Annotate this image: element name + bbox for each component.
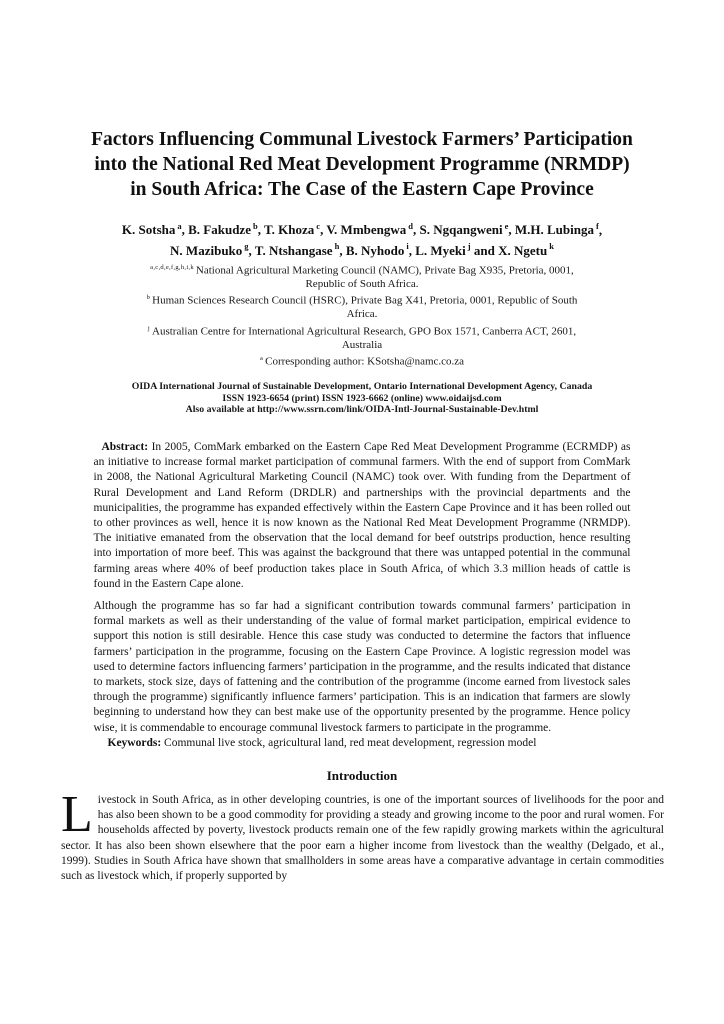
introduction-paragraph <box>61 785 664 884</box>
author-affiliation-superscript: a <box>177 221 182 231</box>
author-affiliation-superscript: e <box>504 221 509 231</box>
journal-info-block <box>0 381 724 416</box>
abstract-paragraph-2: Although the programme has so far had a significant contribution towards communal farmers’ participation in formal markets as well as their understanding of the value of formal market participation, empirical evidence to support this notion is still desirable. Hence this case study was conducted to determine the factors that influence farmers’ participation in the programme, focusing on the Eastern Cape Province. A logistic regression model was used to determine factors influencing farmers’ participation in the programme, and the results indicated that distance to markets, stock size, days of fattening and the contribution of the programme (income earned from livestock sales through the programme) significantly influence farmers’ participation. This is an indication that farmers are slowly beginning to understand how they can best make use of the opportunity presented by the programme. Hence policy wise, it is commendable to encourage communal livestock farmers to participate in the programme. <box>93 599 631 734</box>
author-affiliation-superscript: i <box>406 241 409 252</box>
journal-name-line: OIDA International Journal of Sustainable Development, Ontario International Development Agency, Canada <box>131 381 593 393</box>
corresponding-author-line <box>136 352 588 369</box>
author-affiliation-superscript: b <box>252 221 258 231</box>
abstract-text-1: In 2005, ComMark embarked on the Eastern Cape Red Meat Development Programme (ECRMDP) as an initiative to increase formal market participation of communal farmers. With the end of support from ComMark in 2008, the National Agricultural Marketing Council (NAMC) took over. With funding from the Department of Rural Development and Land Reform (DRDLR) and partnerships with the provincial departments and the municipalities, the programme has expanded effectively within the Eastern Cape Province and it has been rolled out to other provinces as well, hence it is now known as the National Red Meat Development Programme (NRMDP). The initiative emanated from the observation that the local demand for beef outstrips production, hence resulting into importation of more beef. This was against the background that there was untapped potential in the communal farming areas where 40% of beef production takes place in South Africa, of which 3.3 million heads of cattle is found in the Eastern Cape alone. <box>93 440 631 590</box>
abstract-paragraph-1 <box>94 440 631 592</box>
page-title: Factors Influencing Communal Livestock Farmers’ Participation into the National Red Meat Development Programme (NRMDP) in South Africa: The Case of the Eastern Cape Province <box>91 129 633 200</box>
author-name: , B. Fakudze $^b$ <box>181 221 258 238</box>
author-affiliation-superscript: c <box>316 221 321 231</box>
author-affiliation-superscript: k <box>549 241 554 252</box>
authors-line-2 <box>0 238 724 258</box>
section-heading-introduction: Introduction <box>326 767 398 783</box>
author-affiliation-superscript: h <box>334 241 340 252</box>
author-name: , T. Ntshangase $^h$ <box>248 241 340 258</box>
authors-block <box>0 218 724 259</box>
author-affiliation-superscript: d <box>408 221 414 231</box>
affiliation-superscript: a,c,d,e,f,g,h,i,k <box>150 263 194 271</box>
affiliation-text: National Agricultural Marketing Council (NAMC), Private Bag X935, Pretoria, 0001, Republic of South Africa. <box>195 264 574 290</box>
author-affiliation-superscript: j <box>467 241 471 252</box>
author-name: N. Mazibuko $^g$ <box>170 241 249 258</box>
affiliation-superscript: b <box>146 294 151 302</box>
introduction-text: ivestock in South Africa, as in other developing countries, is one of the important sources of livelihoods for the poor and has also been shown to be a good commodity for providing a steady and growing income to the poor and rural women. For households affected by poverty, livestock products remain one of the few rapidly growing markets within the agricultural sector. It has also been shown elsewhere that the poor earn a higher income from livestock than the wealthy (Delgado, et al., 1999). Studies in South Africa have shown that smallholders in some areas have a comparative advantage in certain commodities such as livestock which, if properly supported by <box>61 793 664 882</box>
affiliations-block <box>136 261 588 369</box>
keywords-text: Communal live stock, agricultural land, red meat development, regression model <box>164 736 537 749</box>
affiliation-line <box>136 291 588 321</box>
author-name: and X. Ngetu $^k$ <box>470 241 554 258</box>
journal-availability-line: Also available at http://www.ssrn.com/link/OIDA-Intl-Journal-Sustainable-Dev.html <box>185 404 539 416</box>
author-separator: , <box>598 222 603 238</box>
author-name: , M.H. Lubinga $^f$ <box>508 221 599 238</box>
authors-line-1 <box>0 218 724 238</box>
corresponding-author-text: Corresponding author: KSotsha@namc.co.za <box>265 355 465 368</box>
keywords-label: Keywords: <box>107 736 162 749</box>
abstract-label: Abstract: <box>101 440 149 453</box>
affiliation-superscript: a <box>259 355 264 363</box>
author-name: , B. Nyhodo $^i$ <box>339 241 409 258</box>
abstract-section <box>94 440 631 751</box>
author-name: , S. Ngqangweni $^e$ <box>413 221 509 238</box>
affiliation-text: Australian Centre for International Agricultural Research, GPO Box 1571, Canberra ACT, 2601, Australia <box>152 325 577 351</box>
affiliation-line <box>136 261 588 291</box>
journal-issn-line: ISSN 1923-6654 (print) ISSN 1923-6662 (online) www.oidaijsd.com <box>222 392 502 404</box>
keywords-line <box>94 736 631 751</box>
affiliation-text: Human Sciences Research Council (HSRC), Private Bag X41, Pretoria, 0001, Republic of South Africa. <box>152 294 578 321</box>
affiliation-superscript: j <box>147 324 150 332</box>
drop-cap: L <box>61 785 93 843</box>
author-name: , L. Myeki $^j$ <box>408 241 471 258</box>
author-affiliation-superscript: g <box>244 241 249 252</box>
author-name: K. Sotsha $^a$ <box>121 221 182 238</box>
author-name: , V. Mmbengwa $^d$ <box>320 221 414 238</box>
author-affiliation-superscript: f <box>595 221 599 231</box>
affiliation-line <box>136 322 588 352</box>
author-name: , T. Khoza $^c$ <box>257 221 321 238</box>
